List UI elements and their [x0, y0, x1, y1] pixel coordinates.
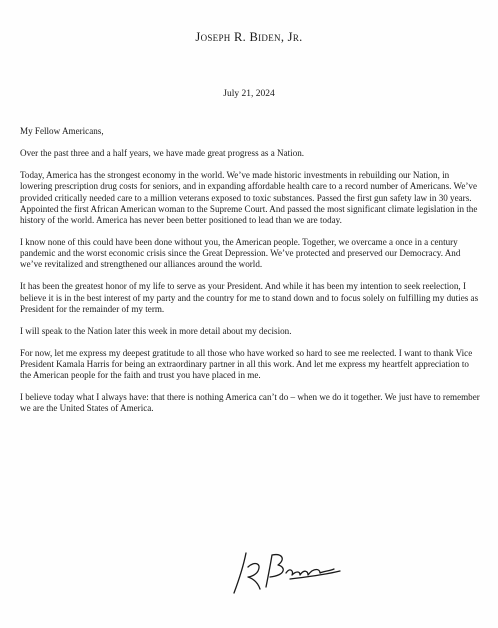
letter-date: July 21, 2024: [223, 89, 275, 99]
letterhead-name: Joseph R. Biden, Jr.: [195, 30, 303, 44]
salutation: My Fellow Americans,: [20, 126, 104, 136]
paragraph-closing: I believe today what I always have: that there is nothing America can’t do – when we do it together. We just have to remember we are the United States of America.: [20, 392, 480, 414]
paragraph-economy: Today, America has the strongest economy in the world. We’ve made historic investments in rebuilding our Nation, in lowering prescription drug costs for seniors, and in expanding affordable health care to a record number of Americans. We’ve provided critically needed care to a million veterans exposed to toxic substances. Passed the first gun safety law in 30 years. Appointed the first African American woman to the Supreme Court. And passed the most significant climate legislation in the history of the world. America has never been better positioned to lead than we are today.: [20, 170, 478, 226]
letter-body: [20, 126, 482, 425]
handwritten-signature: [228, 547, 348, 597]
paragraph-gratitude: For now, let me express my deepest gratitude to all those who have worked so hard to see me reelected. I want to thank Vice President Kamala Harris for being an extraordinary partner in all this work. And let me express my heartfelt appreciation to the American people for the faith and trust you have placed in me.: [20, 347, 473, 381]
paragraph-speak-later: I will speak to the Nation later this week in more detail about my decision.: [20, 325, 292, 336]
paragraph-stand-down: It has been the greatest honor of my life to serve as your President. And while it has been my intention to seek reelection, I believe it is in the best interest of my party and the country for me to stand down and to focus solely on fulfilling my duties as President for the remainder of my term.: [20, 281, 479, 314]
signature-icon: [228, 547, 348, 597]
paragraph-american-people: I know none of this could have been done without you, the American people. Together, we overcame a once in a century pandemic and the worst economic crisis since the Great Depression. We’ve protected and preserved our Democracy. And we’ve revitalized and strengthened our alliances around the world.: [20, 237, 461, 270]
paragraph-progress: Over the past three and a half years, we have made great progress as a Nation.: [20, 148, 305, 159]
